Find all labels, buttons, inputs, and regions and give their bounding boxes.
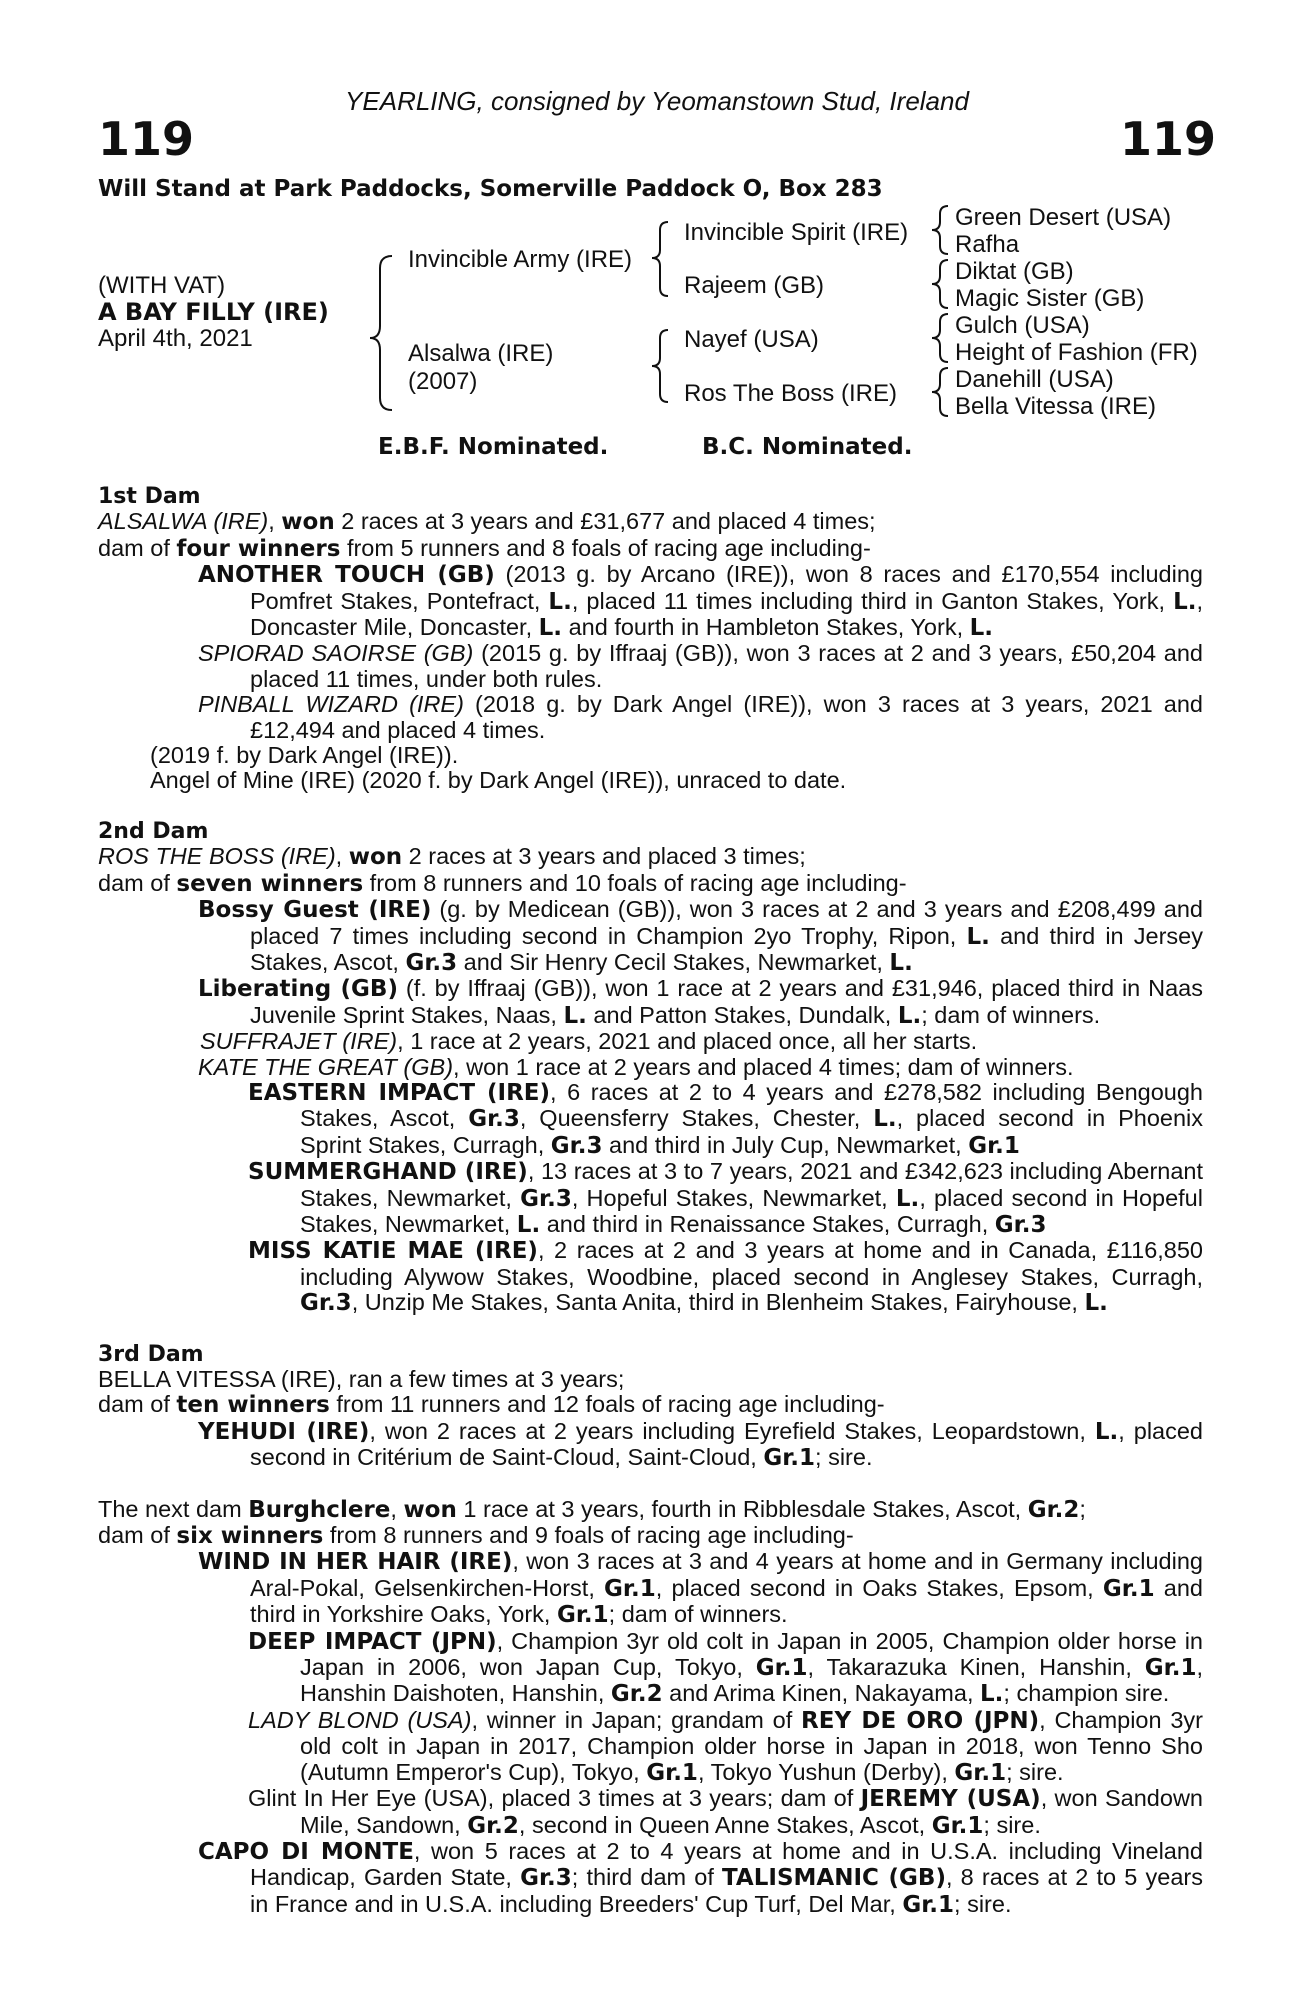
second-dam-produce-summary: dam of seven winners from 8 runners and 10 foals of racing age including-: [98, 869, 907, 897]
third-dam-heading: 3rd Dam: [98, 1341, 204, 1367]
produce-entry: ANOTHER TOUCH (GB) (2013 g. by Arcano (IRE)), won 8 races and £170,554 including Pomfret Stakes, Pontefract, L., placed 11 times including third in Ganton Stakes, York, L., Doncaster Mile, Doncaster, L. and fourth in Hambleton Stakes, York, L.: [198, 561, 1203, 642]
next-dam-record: The next dam Burghclere, won 1 race at 3 years, fourth in Ribblesdale Stakes, Ascot, Gr.2;: [98, 1495, 1086, 1523]
produce-entry: KATE THE GREAT (GB), won 1 race at 2 years and placed 4 times; dam of winners.: [198, 1053, 1074, 1080]
second-dam-heading: 2nd Dam: [98, 818, 209, 844]
produce-entry: Angel of Mine (IRE) (2020 f. by Dark Angel (IRE)), unraced to date.: [150, 767, 847, 794]
grand-produce-entry: LADY BLOND (USA), winner in Japan; grandam of REY DE ORO (JPN), Champion 3yr old colt in Japan in 2017, Champion older horse in Japan in 2018, won Tenno Sho (Autumn Emperor's Cup), Tokyo, Gr.1, Tokyo Yushun (Derby), Gr.1; sire.: [248, 1706, 1203, 1786]
grand-produce-entry: SUMMERGHAND (IRE), 13 races at 3 to 7 years, 2021 and £342,623 including Abernant Stakes, Newmarket, Gr.3, Hopeful Stakes, Newmarket, L., placed second in Hopeful Stakes, Newmarket, L. and third in Renaissance Stakes, Curragh, Gr.3: [248, 1158, 1204, 1238]
pedigree-dam-dam: Ros The Boss (IRE): [684, 380, 897, 407]
next-dam-produce-summary: dam of six winners from 8 runners and 9 foals of racing age including-: [98, 1522, 854, 1550]
produce-entry: SPIORAD SAOIRSE (GB) (2015 g. by Iffraaj (GB)), won 3 races at 2 and 3 years, £50,204 and placed 11 times, under both rules.: [198, 640, 1203, 692]
produce-entry: YEHUDI (IRE), won 2 races at 2 years including Eyrefield Stakes, Leopardstown, L., placed second in Critérium de Saint-Cloud, Saint-Cloud, Gr.1; sire.: [198, 1417, 1203, 1472]
pedigree-sds: Diktat (GB): [955, 258, 1074, 285]
third-dam-record: BELLA VITESSA (IRE), ran a few times at 3 years;: [98, 1366, 625, 1392]
pedigree-sire-dam: Rajeem (GB): [684, 272, 825, 299]
pedigree-ddd: Bella Vitessa (IRE): [955, 393, 1156, 420]
first-dam-heading: 1st Dam: [98, 484, 201, 509]
ebf-nomination: E.B.F. Nominated.: [378, 434, 609, 460]
consignor-line: YEARLING, consigned by Yeomanstown Stud, Ireland: [345, 86, 969, 116]
produce-entry: PINBALL WIZARD (IRE) (2018 g. by Dark Angel (IRE)), won 3 races at 3 years, 2021 and £12,494 and placed 4 times.: [198, 691, 1204, 743]
pedigree-sss: Green Desert (USA): [955, 204, 1172, 231]
pedigree-sire: Invincible Army (IRE): [408, 246, 633, 273]
grand-produce-entry: Glint In Her Eye (USA), placed 3 times at 3 years; dam of JEREMY (USA), won Sandown Mile, Sandown, Gr.2, second in Queen Anne Stakes, Ascot, Gr.1; sire.: [248, 1785, 1203, 1839]
grand-produce-entry: DEEP IMPACT (JPN), Champion 3yr old colt in Japan in 2005, Champion older horse in Japan in 2006, won Japan Cup, Tokyo, Gr.1, Takarazuka Kinen, Hanshin, Gr.1, Hanshin Daishoten, Hanshin, Gr.2 and Arima Kinen, Nakayama, L.; champion sire.: [248, 1627, 1203, 1708]
produce-entry: Bossy Guest (IRE) (g. by Medicean (GB)), won 3 races at 2 and 3 years and £208,499 and placed 7 times including second in Champion 2yo Trophy, Ripon, L. and third in Jersey Stakes, Ascot, Gr.3 and Sir Henry Cecil Stakes, Newmarket, L.: [198, 896, 1203, 976]
foaling-date: April 4th, 2021: [98, 325, 253, 352]
first-dam-produce-summary: dam of four winners from 5 runners and 8 foals of racing age including-: [98, 534, 871, 562]
second-dam-record: ROS THE BOSS (IRE), won 2 races at 3 years and placed 3 times;: [98, 843, 806, 871]
pedigree-dam-year: (2007): [408, 368, 478, 395]
produce-entry: Liberating (GB) (f. by Iffraaj (GB)), won 1 race at 2 years and £31,946, placed third in Naas Juvenile Sprint Stakes, Naas, L. and Patton Stakes, Dundalk, L.; dam of winners.: [198, 975, 1203, 1029]
pedigree-ssd: Rafha: [955, 231, 1020, 258]
pedigree-dss: Gulch (USA): [955, 312, 1090, 339]
lot-title: A BAY FILLY (IRE): [98, 298, 329, 326]
pedigree-sire-sire: Invincible Spirit (IRE): [684, 219, 909, 246]
produce-entry: CAPO DI MONTE, won 5 races at 2 to 4 years at home and in U.S.A. including Vineland Handicap, Garden State, Gr.3; third dam of TALISMANIC (GB), 8 races at 2 to 5 years in France and in U.S.A. including Breeders' Cup Turf, Del Mar, Gr.1; sire.: [198, 1837, 1204, 1918]
third-dam-produce-summary: dam of ten winners from 11 runners and 12 foals of racing age including-: [98, 1391, 885, 1419]
grand-produce-entry: EASTERN IMPACT (IRE), 6 races at 2 to 4 years and £278,582 including Bengough Stakes, Ascot, Gr.3, Queensferry Stakes, Chester, L., placed second in Phoenix Sprint Stakes, Curragh, Gr.3 and third in July Cup, Newmarket, Gr.1: [248, 1078, 1204, 1159]
catalogue-body: [98, 484, 1203, 1918]
grand-produce-entry: MISS KATIE MAE (IRE), 2 races at 2 and 3 years at home and in Canada, £116,850 including Alywow Stakes, Woodbine, placed second in Anglesey Stakes, Curragh, Gr.3, Unzip Me Stakes, Santa Anita, third in Blenheim Stakes, Fairyhouse, L.: [248, 1237, 1204, 1317]
pedigree-dds: Danehill (USA): [955, 366, 1114, 393]
produce-entry: (2019 f. by Dark Angel (IRE)).: [150, 742, 459, 769]
lot-number-left: 119: [98, 112, 195, 166]
pedigree-sdd: Magic Sister (GB): [955, 285, 1145, 312]
pedigree-dam: Alsalwa (IRE): [408, 340, 554, 367]
produce-entry: WIND IN HER HAIR (IRE), won 3 races at 3 and 4 years at home and in Germany including Aral-Pokal, Gelsenkirchen-Horst, Gr.1, placed second in Oaks Stakes, Epsom, Gr.1 and third in Yorkshire Oaks, York, Gr.1; dam of winners.: [198, 1548, 1203, 1629]
stabling-location: Will Stand at Park Paddocks, Somerville Paddock O, Box 283: [98, 176, 883, 202]
pedigree-dam-sire: Nayef (USA): [684, 326, 819, 353]
pedigree-dsd: Height of Fashion (FR): [955, 339, 1198, 366]
grand-produce-entry: SUFFRAJET (IRE), 1 race at 2 years, 2021 and placed once, all her starts.: [200, 1028, 978, 1055]
first-dam-record: ALSALWA (IRE), won 2 races at 3 years and £31,677 and placed 4 times;: [98, 508, 876, 536]
bc-nomination: B.C. Nominated.: [702, 434, 913, 460]
lot-number-right: 119: [1119, 112, 1216, 166]
vat-note: (WITH VAT): [98, 272, 226, 299]
